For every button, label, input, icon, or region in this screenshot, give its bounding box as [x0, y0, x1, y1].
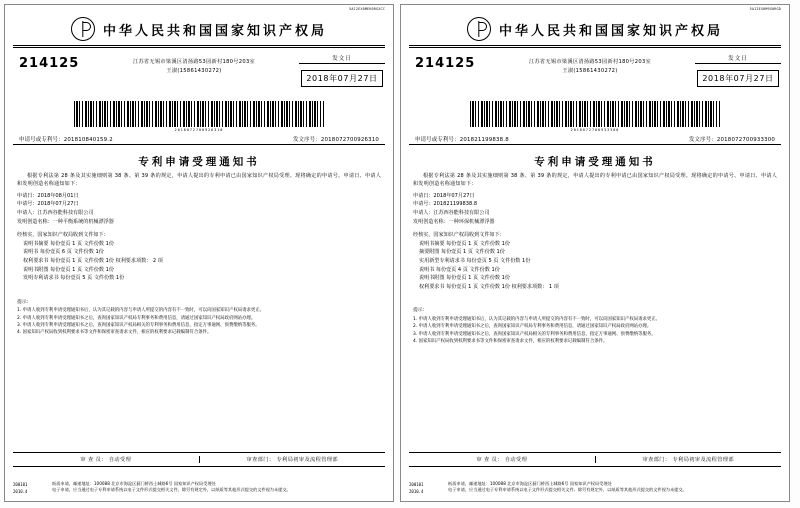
national-emblem-icon [467, 17, 491, 41]
numbers-row [13, 135, 385, 143]
department-label: 审查部门： [246, 457, 275, 463]
form-code: 200101 [13, 482, 28, 487]
footer-notes [52, 481, 385, 495]
address-row [13, 54, 385, 94]
postcode: 214125 [415, 56, 476, 71]
field-item: 发明创造名称：一种环保机械漂浮器 [413, 218, 495, 225]
note-item: 1. 申请人收到专利申请受理通知书后，认为其记载的内容与申请人所提交的内容有不一致时，可以向国家知识产权局请求更正。 [17, 308, 265, 314]
note-item: 4. 国家知识产权局收到权利要求书等文件和保密审查请求文件，相应的权利要求记载编制符合条件。 [413, 338, 608, 344]
barcode-number: 2018072700926310 [174, 128, 224, 132]
department-value: 专利局初审及流程管理部 [276, 457, 338, 463]
list-item: 摘要附图 每份壹页 1 页 文件份数 1份 [419, 249, 505, 256]
examiner-label: 审 查 员： [476, 457, 503, 463]
field-item: 申请日：2018年08月01日 [17, 192, 79, 199]
issue-date-block [695, 54, 781, 87]
issue-serial-value: 2018072700933300 [716, 137, 775, 143]
header-divider-thin [13, 47, 385, 48]
list-item: 发明专利请求书 每份壹页 5 页 文件份数 1份 [23, 275, 125, 282]
recipient-address [485, 54, 695, 76]
issue-serial-label: 发文序号： [292, 137, 321, 143]
issue-serial-group [689, 135, 775, 143]
issue-date-value: 2018年07月27日 [301, 70, 382, 87]
issue-date-block [299, 54, 385, 87]
list-item: 权利要求书 每份壹页 1 页 文件份数 1份 权利要求项数： 1 项 [419, 283, 559, 290]
examiner-label: 审 查 员： [80, 457, 107, 463]
address-line-1: 江苏省无锡市梁溪区清扬路53园新村180号203室 [528, 59, 652, 65]
received-documents-label: 经核实，国家知识产权局收到文件如下： [17, 232, 109, 239]
numbers-divider [409, 144, 781, 145]
issuing-authority-title: 中华人民共和国国家知识产权局 [102, 23, 327, 39]
field-item: 申请人：江苏西谷能科技有限公司 [413, 210, 490, 216]
application-number-value: 201821199838.8 [459, 137, 509, 143]
issue-date-value: 2018年07月27日 [697, 70, 778, 87]
signature-row [13, 452, 385, 467]
issue-date-label: 发文日 [695, 54, 781, 64]
issue-serial-value: 2018072700926310 [320, 137, 379, 143]
issue-serial-label: 发文序号： [688, 137, 717, 143]
document-header [13, 16, 385, 42]
application-number-group [19, 135, 113, 143]
issue-date-label: 发文日 [299, 54, 385, 64]
document-title: 专利申请受理通知书 [534, 156, 656, 168]
field-item: 申请人：江苏西谷能科技有限公司 [17, 210, 94, 216]
numbers-divider [13, 144, 385, 145]
footer-note-1: 纸质申请，邮递地址：100088 北京市海淀区蓟门桥西土城路6号 国家知识产权局受理处 [52, 481, 216, 486]
department-cell [595, 456, 782, 463]
received-documents-list [409, 240, 781, 292]
barcode-number: 2018072700933300 [570, 128, 620, 132]
recipient-address [89, 54, 299, 76]
list-item: 说明书摘要 每份壹页 1 页 文件份数 1份 [419, 240, 510, 247]
examiner-cell [13, 456, 199, 463]
footer-form-code [409, 481, 443, 495]
note-item: 3. 申请人收到专利申请受理通知书之后，查询国家知识产权局相关的专利事务和费用信息，指定万事通网、预费缴纳等服务。 [17, 322, 260, 328]
form-date: 2010.4 [409, 489, 424, 494]
address-line-1: 江苏省无锡市梁溪区清扬路53园新村180号203室 [132, 59, 256, 65]
notes-title: 提示： [17, 299, 32, 305]
corner-code: 5A12EX0M9G0RGD [749, 7, 781, 11]
application-fields [13, 192, 385, 226]
examiner-value: 自动受理 [504, 457, 528, 463]
notes-block [409, 307, 781, 345]
application-number-label: 申请号或专利号： [19, 137, 64, 143]
barcode [74, 101, 324, 127]
application-number-value: 201810840159.2 [63, 137, 113, 143]
list-item: 权利要求书 每份壹页 1 页 文件份数 1份 权利要求项数： 2 项 [23, 257, 163, 264]
postcode: 214125 [19, 56, 80, 71]
address-row [409, 54, 781, 94]
footer [409, 481, 781, 495]
received-documents-label: 经核实，国家知识产权局收到文件如下： [413, 232, 505, 239]
issue-serial-group [293, 135, 379, 143]
header-divider [409, 45, 781, 46]
barcode [470, 101, 720, 127]
note-item: 4. 国家知识产权局收到权利要求书等文件和保密审查请求文件，相应的权利要求记载编制符合条件。 [17, 330, 212, 336]
footer-note-2: 电子申请，应当通过电子专利申请系统以电子文件形式提交相关文件。除另有规定外，以纸质等其他形式提交的文件视为未提交。 [448, 487, 687, 493]
patent-acceptance-notice-left [4, 4, 394, 502]
field-item: 发明创造名称：一种平衡系统的机械漂浮器 [17, 218, 114, 225]
department-cell [199, 456, 386, 463]
notes-block [13, 299, 385, 337]
application-number-label: 申请号或专利号： [415, 137, 460, 143]
header-divider [13, 45, 385, 46]
corner-code: 5A12EX0MEK0RGXCC [349, 7, 385, 11]
note-item: 2. 申请人收到专利申请受理通知书之后，查询国家知识产权局专利事务和费用信息，请通过国家知识产权局政府网站办理。 [413, 324, 652, 330]
list-item: 实用新型专利请求书 每份壹页 5 页 文件份数 1份 [419, 257, 531, 264]
footer-notes [448, 481, 781, 495]
notes-title: 提示： [413, 308, 428, 314]
list-item: 说明书附图 每份壹页 1 页 文件份数 1份 [23, 266, 114, 273]
field-item: 申请号：2018年07月27日 [17, 201, 79, 208]
patent-acceptance-notice-right [400, 4, 790, 502]
application-number-group [415, 135, 509, 143]
intro-paragraph: 根据专利法第 28 条及其实施细则第 38 条、第 39 条的规定，申请人提出的专利申请已由国家知识产权局受理。现将确定的申请号、申请日、申请人和发明创造名称通知如下： [17, 173, 381, 188]
footer-note-2: 电子申请，应当通过电子专利申请系统以电子文件形式提交相关文件。除另有规定外，以纸质等其他形式提交的文件视为未提交。 [52, 487, 291, 493]
national-emblem-icon [71, 17, 95, 41]
department-label: 审查部门： [642, 457, 671, 463]
footer-note-1: 纸质申请，邮递地址：100088 北京市海淀区蓟门桥西土城路6号 国家知识产权局受理处 [448, 481, 612, 486]
note-item: 1. 申请人收到专利申请受理通知书后，认为其记载的内容与申请人所提交的内容有不一致时，可以向国家知识产权局请求更正。 [413, 316, 661, 322]
field-item: 申请日：2018年07月27日 [413, 192, 475, 199]
footer-form-code [13, 481, 47, 495]
list-item: 说明书摘要 每份壹页 1 页 文件份数 1份 [23, 240, 114, 247]
note-item: 2. 申请人收到专利申请受理通知书之后，查询国家知识产权局专利事务和费用信息，请通过国家知识产权局政府网站办理。 [17, 315, 256, 321]
examiner-value: 自动受理 [108, 457, 132, 463]
field-item: 申请号：201821199838.8 [413, 201, 478, 208]
received-documents-list [13, 240, 385, 283]
application-fields [409, 192, 781, 226]
footer [13, 481, 385, 495]
form-code: 200101 [409, 482, 424, 487]
signature-row [409, 452, 781, 467]
list-item: 说明书附图 每份壹页 1 页 文件份数 1份 [419, 275, 510, 282]
list-item: 说明书 每份壹页 6 页 文件份数 1份 [23, 249, 104, 256]
department-value: 专利局初审及流程管理部 [672, 457, 734, 463]
examiner-cell [409, 456, 595, 463]
list-item: 说明书 每份壹页 4 页 文件份数 1份 [419, 266, 500, 273]
note-item: 3. 申请人收到专利申请受理通知书之后，查询国家知识产权局相关的专利事务和费用信息，指定万事通网、预费缴纳等服务。 [413, 331, 656, 337]
address-line-2: 王淑(15861430272) [562, 68, 618, 74]
document-title: 专利申请受理通知书 [138, 156, 260, 168]
issuing-authority-title: 中华人民共和国国家知识产权局 [498, 23, 723, 39]
intro-paragraph: 根据专利法第 28 条及其实施细则第 38 条、第 39 条的规定，申请人提出的专利申请已由国家知识产权局受理。现将确定的申请号、申请日、申请人和发明创造名称通知如下： [413, 173, 777, 188]
document-header [409, 16, 781, 42]
numbers-row [409, 135, 781, 143]
header-divider-thin [409, 47, 781, 48]
form-date: 2010.4 [13, 489, 28, 494]
address-line-2: 王淑(15861430272) [166, 68, 222, 74]
